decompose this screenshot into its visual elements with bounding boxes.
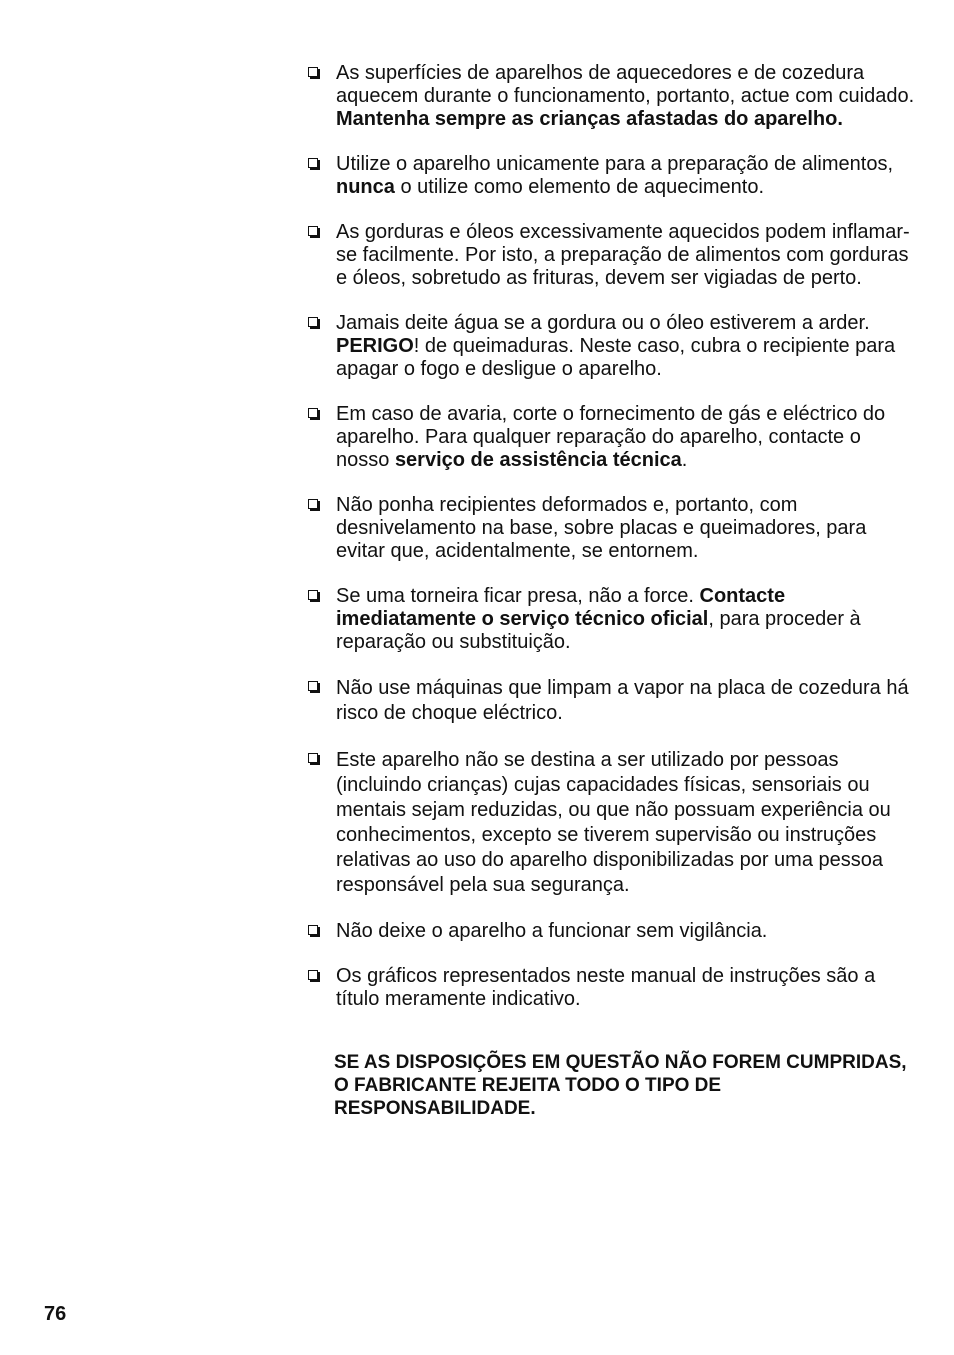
- instruction-text: Se uma torneira ficar presa, não a force.: [336, 585, 700, 607]
- liability-warning: SE AS DISPOSIÇÕES EM QUESTÃO NÃO FOREM CUMPRIDAS, O FABRICANTE REJEITA TODO O TIPO DE RESPONSABILIDADE.: [334, 1052, 907, 1119]
- instruction-emphasis: nunca: [336, 176, 395, 198]
- instruction-item: [306, 494, 918, 563]
- instruction-text: ! de queimaduras. Neste caso, cubra o recipiente para apagar o fogo e desligue o aparelho.: [336, 335, 896, 380]
- instruction-text: Este aparelho não se destina a ser utilizado por pessoas (incluindo crianças) cujas capacidades físicas, sensoriais ou mentais sejam reduzidas, ou que não possuam experiência ou conhecimentos, excepto se tiverem supervisão ou instruções relativas ao uso do aparelho disponibilizadas por uma pessoa responsável pela sua segurança.: [336, 749, 891, 896]
- instruction-item: [306, 965, 918, 1011]
- instruction-text: Em caso de avaria, corte o fornecimento de gás e eléctrico do aparelho. Para qualquer reparação do aparelho, contacte o nosso: [336, 403, 886, 471]
- checkbox-bullet-icon: [308, 67, 318, 77]
- instruction-item: [306, 748, 918, 898]
- instruction-text: As superfícies de aparelhos de aquecedores e de cozedura aquecem durante o funcionamento, portanto, actue com cuidado.: [336, 62, 915, 107]
- instruction-item: [306, 153, 918, 199]
- instruction-emphasis: Mantenha sempre as crianças afastadas do aparelho.: [336, 108, 843, 130]
- instruction-emphasis: PERIGO: [336, 335, 414, 357]
- instruction-text: o utilize como elemento de aquecimento.: [394, 176, 765, 198]
- instruction-text: Não use máquinas que limpam a vapor na placa de cozedura há risco de choque eléctrico.: [336, 677, 909, 724]
- instruction-text: Não ponha recipientes deformados e, portanto, com desnivelamento na base, sobre placas e queimadores, para evitar que, acidentalmente, se entornem.: [336, 494, 867, 562]
- checkbox-bullet-icon: [308, 681, 318, 691]
- checkbox-bullet-icon: [308, 970, 318, 980]
- instruction-text: Não deixe o aparelho a funcionar sem vigilância.: [336, 920, 768, 942]
- instruction-item: [306, 920, 918, 943]
- instruction-text: Jamais deite água se a gordura ou o óleo estiverem a arder.: [336, 312, 870, 334]
- checkbox-bullet-icon: [308, 226, 318, 236]
- instruction-text: Utilize o aparelho unicamente para a preparação de alimentos,: [336, 153, 894, 175]
- instruction-item: [306, 221, 918, 290]
- instruction-item: [306, 585, 918, 654]
- checkbox-bullet-icon: [308, 925, 318, 935]
- page-number: 76: [44, 1303, 67, 1325]
- safety-instructions: [306, 62, 918, 1120]
- checkbox-bullet-icon: [308, 158, 318, 168]
- instruction-item: [306, 403, 918, 472]
- instruction-list: [306, 62, 918, 1011]
- instruction-text: As gorduras e óleos excessivamente aquecidos podem inflamar-se facilmente. Por isto, a preparação de alimentos com gorduras e óleos, sobretudo as frituras, devem ser vigiadas de perto.: [336, 221, 910, 289]
- instruction-item: [306, 312, 918, 381]
- instruction-text: Os gráficos representados neste manual de instruções são a título meramente indicativo.: [336, 965, 876, 1010]
- checkbox-bullet-icon: [308, 753, 318, 763]
- instruction-item: [306, 62, 918, 131]
- instruction-text: .: [681, 449, 688, 471]
- instruction-text: , para proceder à reparação ou substituição.: [336, 608, 861, 653]
- checkbox-bullet-icon: [308, 317, 318, 327]
- checkbox-bullet-icon: [308, 499, 318, 509]
- instruction-emphasis: Contacte imediatamente o serviço técnico oficial: [336, 585, 786, 630]
- instruction-emphasis: serviço de assistência técnica: [394, 449, 682, 471]
- checkbox-bullet-icon: [308, 408, 318, 418]
- instruction-item: [306, 676, 918, 726]
- checkbox-bullet-icon: [308, 590, 318, 600]
